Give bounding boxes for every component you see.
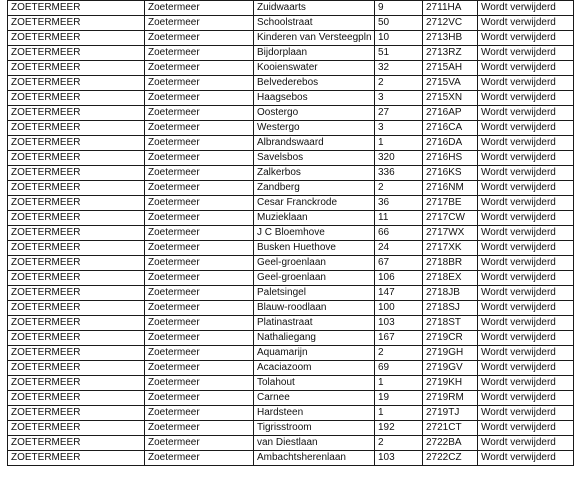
street-cell: Zandberg xyxy=(254,181,375,196)
table-row xyxy=(8,376,574,391)
municipality-cell: Zoetermeer xyxy=(145,106,254,121)
municipality-upper-cell: ZOETERMEER xyxy=(8,286,145,301)
table-row xyxy=(8,241,574,256)
status-cell: Wordt verwijderd xyxy=(478,316,574,331)
street-cell: Hardsteen xyxy=(254,406,375,421)
postcode-cell: 2713HB xyxy=(423,31,478,46)
house-number-cell: 320 xyxy=(375,151,423,166)
postcode-cell: 2719CR xyxy=(423,331,478,346)
municipality-cell: Zoetermeer xyxy=(145,241,254,256)
street-cell: Savelsbos xyxy=(254,151,375,166)
postcode-cell: 2716CA xyxy=(423,121,478,136)
table-row xyxy=(8,421,574,436)
status-cell: Wordt verwijderd xyxy=(478,121,574,136)
postcode-cell: 2719TJ xyxy=(423,406,478,421)
street-cell: Kooienswater xyxy=(254,61,375,76)
postcode-cell: 2719RM xyxy=(423,391,478,406)
house-number-cell: 192 xyxy=(375,421,423,436)
house-number-cell: 106 xyxy=(375,271,423,286)
house-number-cell: 69 xyxy=(375,361,423,376)
address-table-body xyxy=(8,1,574,466)
municipality-upper-cell: ZOETERMEER xyxy=(8,91,145,106)
municipality-cell: Zoetermeer xyxy=(145,286,254,301)
table-row xyxy=(8,301,574,316)
municipality-cell: Zoetermeer xyxy=(145,61,254,76)
municipality-cell: Zoetermeer xyxy=(145,346,254,361)
municipality-upper-cell: ZOETERMEER xyxy=(8,361,145,376)
municipality-cell: Zoetermeer xyxy=(145,391,254,406)
status-cell: Wordt verwijderd xyxy=(478,151,574,166)
table-row xyxy=(8,286,574,301)
municipality-upper-cell: ZOETERMEER xyxy=(8,421,145,436)
municipality-upper-cell: ZOETERMEER xyxy=(8,376,145,391)
house-number-cell: 103 xyxy=(375,316,423,331)
street-cell: Haagsebos xyxy=(254,91,375,106)
postcode-cell: 2716NM xyxy=(423,181,478,196)
postcode-cell: 2712VC xyxy=(423,16,478,31)
table-row xyxy=(8,136,574,151)
municipality-cell: Zoetermeer xyxy=(145,31,254,46)
municipality-upper-cell: ZOETERMEER xyxy=(8,61,145,76)
table-row xyxy=(8,46,574,61)
street-cell: Belvederebos xyxy=(254,76,375,91)
house-number-cell: 11 xyxy=(375,211,423,226)
house-number-cell: 3 xyxy=(375,121,423,136)
postcode-cell: 2717BE xyxy=(423,196,478,211)
table-row xyxy=(8,436,574,451)
municipality-upper-cell: ZOETERMEER xyxy=(8,166,145,181)
house-number-cell: 27 xyxy=(375,106,423,121)
municipality-upper-cell: ZOETERMEER xyxy=(8,16,145,31)
house-number-cell: 147 xyxy=(375,286,423,301)
street-cell: Zalkerbos xyxy=(254,166,375,181)
street-cell: Kinderen van Versteegpln xyxy=(254,31,375,46)
house-number-cell: 66 xyxy=(375,226,423,241)
postcode-cell: 2718ST xyxy=(423,316,478,331)
table-row xyxy=(8,256,574,271)
table-row xyxy=(8,196,574,211)
status-cell: Wordt verwijderd xyxy=(478,391,574,406)
postcode-cell: 2711HA xyxy=(423,1,478,16)
postcode-cell: 2715XN xyxy=(423,91,478,106)
street-cell: Oostergo xyxy=(254,106,375,121)
street-cell: Aquamarijn xyxy=(254,346,375,361)
municipality-upper-cell: ZOETERMEER xyxy=(8,271,145,286)
postcode-cell: 2719GV xyxy=(423,361,478,376)
house-number-cell: 67 xyxy=(375,256,423,271)
postcode-cell: 2716HS xyxy=(423,151,478,166)
municipality-cell: Zoetermeer xyxy=(145,421,254,436)
municipality-cell: Zoetermeer xyxy=(145,406,254,421)
street-cell: Blauw-roodlaan xyxy=(254,301,375,316)
house-number-cell: 103 xyxy=(375,451,423,466)
municipality-cell: Zoetermeer xyxy=(145,196,254,211)
municipality-upper-cell: ZOETERMEER xyxy=(8,316,145,331)
house-number-cell: 51 xyxy=(375,46,423,61)
street-cell: Carnee xyxy=(254,391,375,406)
house-number-cell: 36 xyxy=(375,196,423,211)
table-row xyxy=(8,61,574,76)
house-number-cell: 2 xyxy=(375,181,423,196)
status-cell: Wordt verwijderd xyxy=(478,166,574,181)
municipality-upper-cell: ZOETERMEER xyxy=(8,196,145,211)
table-row xyxy=(8,121,574,136)
municipality-cell: Zoetermeer xyxy=(145,76,254,91)
municipality-upper-cell: ZOETERMEER xyxy=(8,136,145,151)
street-cell: Schoolstraat xyxy=(254,16,375,31)
house-number-cell: 100 xyxy=(375,301,423,316)
status-cell: Wordt verwijderd xyxy=(478,346,574,361)
house-number-cell: 167 xyxy=(375,331,423,346)
status-cell: Wordt verwijderd xyxy=(478,271,574,286)
municipality-cell: Zoetermeer xyxy=(145,1,254,16)
table-row xyxy=(8,331,574,346)
municipality-cell: Zoetermeer xyxy=(145,361,254,376)
status-cell: Wordt verwijderd xyxy=(478,331,574,346)
municipality-upper-cell: ZOETERMEER xyxy=(8,76,145,91)
table-row xyxy=(8,106,574,121)
status-cell: Wordt verwijderd xyxy=(478,436,574,451)
postcode-cell: 2713RZ xyxy=(423,46,478,61)
status-cell: Wordt verwijderd xyxy=(478,16,574,31)
table-row xyxy=(8,406,574,421)
status-cell: Wordt verwijderd xyxy=(478,31,574,46)
table-row xyxy=(8,226,574,241)
address-table xyxy=(7,0,574,466)
municipality-cell: Zoetermeer xyxy=(145,256,254,271)
table-row xyxy=(8,346,574,361)
postcode-cell: 2715VA xyxy=(423,76,478,91)
status-cell: Wordt verwijderd xyxy=(478,76,574,91)
municipality-upper-cell: ZOETERMEER xyxy=(8,391,145,406)
municipality-upper-cell: ZOETERMEER xyxy=(8,31,145,46)
postcode-cell: 2718EX xyxy=(423,271,478,286)
table-row xyxy=(8,211,574,226)
house-number-cell: 19 xyxy=(375,391,423,406)
municipality-cell: Zoetermeer xyxy=(145,121,254,136)
municipality-upper-cell: ZOETERMEER xyxy=(8,1,145,16)
street-cell: Tigrisstroom xyxy=(254,421,375,436)
table-row xyxy=(8,1,574,16)
street-cell: Geel-groenlaan xyxy=(254,271,375,286)
street-cell: van Diestlaan xyxy=(254,436,375,451)
street-cell: Muzieklaan xyxy=(254,211,375,226)
table-row xyxy=(8,181,574,196)
status-cell: Wordt verwijderd xyxy=(478,241,574,256)
house-number-cell: 32 xyxy=(375,61,423,76)
house-number-cell: 1 xyxy=(375,136,423,151)
municipality-cell: Zoetermeer xyxy=(145,376,254,391)
municipality-cell: Zoetermeer xyxy=(145,166,254,181)
house-number-cell: 2 xyxy=(375,436,423,451)
status-cell: Wordt verwijderd xyxy=(478,196,574,211)
street-cell: Ambachtsherenlaan xyxy=(254,451,375,466)
house-number-cell: 3 xyxy=(375,91,423,106)
table-row xyxy=(8,391,574,406)
postcode-cell: 2717CW xyxy=(423,211,478,226)
status-cell: Wordt verwijderd xyxy=(478,406,574,421)
street-cell: J C Bloemhove xyxy=(254,226,375,241)
municipality-upper-cell: ZOETERMEER xyxy=(8,241,145,256)
status-cell: Wordt verwijderd xyxy=(478,136,574,151)
municipality-upper-cell: ZOETERMEER xyxy=(8,331,145,346)
street-cell: Nathaliegang xyxy=(254,331,375,346)
street-cell: Bijdorplaan xyxy=(254,46,375,61)
status-cell: Wordt verwijderd xyxy=(478,46,574,61)
municipality-cell: Zoetermeer xyxy=(145,211,254,226)
municipality-upper-cell: ZOETERMEER xyxy=(8,121,145,136)
street-cell: Cesar Franckrode xyxy=(254,196,375,211)
municipality-upper-cell: ZOETERMEER xyxy=(8,436,145,451)
house-number-cell: 10 xyxy=(375,31,423,46)
status-cell: Wordt verwijderd xyxy=(478,451,574,466)
municipality-cell: Zoetermeer xyxy=(145,151,254,166)
municipality-upper-cell: ZOETERMEER xyxy=(8,226,145,241)
house-number-cell: 50 xyxy=(375,16,423,31)
table-row xyxy=(8,166,574,181)
municipality-cell: Zoetermeer xyxy=(145,451,254,466)
postcode-cell: 2722BA xyxy=(423,436,478,451)
postcode-cell: 2716KS xyxy=(423,166,478,181)
status-cell: Wordt verwijderd xyxy=(478,376,574,391)
status-cell: Wordt verwijderd xyxy=(478,91,574,106)
postcode-cell: 2717WX xyxy=(423,226,478,241)
street-cell: Albrandswaard xyxy=(254,136,375,151)
table-row xyxy=(8,91,574,106)
status-cell: Wordt verwijderd xyxy=(478,61,574,76)
street-cell: Westergo xyxy=(254,121,375,136)
municipality-cell: Zoetermeer xyxy=(145,331,254,346)
status-cell: Wordt verwijderd xyxy=(478,106,574,121)
postcode-cell: 2718JB xyxy=(423,286,478,301)
address-table-container xyxy=(7,0,574,466)
status-cell: Wordt verwijderd xyxy=(478,1,574,16)
house-number-cell: 24 xyxy=(375,241,423,256)
municipality-upper-cell: ZOETERMEER xyxy=(8,301,145,316)
municipality-cell: Zoetermeer xyxy=(145,16,254,31)
status-cell: Wordt verwijderd xyxy=(478,361,574,376)
postcode-cell: 2722CZ xyxy=(423,451,478,466)
table-row xyxy=(8,316,574,331)
postcode-cell: 2717XK xyxy=(423,241,478,256)
status-cell: Wordt verwijderd xyxy=(478,226,574,241)
municipality-cell: Zoetermeer xyxy=(145,316,254,331)
street-cell: Paletsingel xyxy=(254,286,375,301)
municipality-upper-cell: ZOETERMEER xyxy=(8,256,145,271)
municipality-cell: Zoetermeer xyxy=(145,46,254,61)
house-number-cell: 9 xyxy=(375,1,423,16)
municipality-upper-cell: ZOETERMEER xyxy=(8,181,145,196)
street-cell: Busken Huethove xyxy=(254,241,375,256)
street-cell: Geel-groenlaan xyxy=(254,256,375,271)
house-number-cell: 1 xyxy=(375,376,423,391)
house-number-cell: 2 xyxy=(375,346,423,361)
postcode-cell: 2716DA xyxy=(423,136,478,151)
table-row xyxy=(8,361,574,376)
municipality-upper-cell: ZOETERMEER xyxy=(8,151,145,166)
status-cell: Wordt verwijderd xyxy=(478,301,574,316)
municipality-cell: Zoetermeer xyxy=(145,136,254,151)
status-cell: Wordt verwijderd xyxy=(478,181,574,196)
street-cell: Zuidwaarts xyxy=(254,1,375,16)
municipality-cell: Zoetermeer xyxy=(145,181,254,196)
postcode-cell: 2721CT xyxy=(423,421,478,436)
municipality-cell: Zoetermeer xyxy=(145,271,254,286)
municipality-upper-cell: ZOETERMEER xyxy=(8,451,145,466)
postcode-cell: 2718BR xyxy=(423,256,478,271)
municipality-cell: Zoetermeer xyxy=(145,226,254,241)
house-number-cell: 336 xyxy=(375,166,423,181)
table-row xyxy=(8,271,574,286)
municipality-cell: Zoetermeer xyxy=(145,436,254,451)
table-row xyxy=(8,31,574,46)
municipality-cell: Zoetermeer xyxy=(145,301,254,316)
house-number-cell: 2 xyxy=(375,76,423,91)
municipality-upper-cell: ZOETERMEER xyxy=(8,406,145,421)
municipality-upper-cell: ZOETERMEER xyxy=(8,106,145,121)
municipality-upper-cell: ZOETERMEER xyxy=(8,46,145,61)
postcode-cell: 2719KH xyxy=(423,376,478,391)
table-row xyxy=(8,151,574,166)
table-row xyxy=(8,16,574,31)
street-cell: Tolahout xyxy=(254,376,375,391)
municipality-cell: Zoetermeer xyxy=(145,91,254,106)
postcode-cell: 2719GH xyxy=(423,346,478,361)
postcode-cell: 2715AH xyxy=(423,61,478,76)
municipality-upper-cell: ZOETERMEER xyxy=(8,211,145,226)
municipality-upper-cell: ZOETERMEER xyxy=(8,346,145,361)
postcode-cell: 2718SJ xyxy=(423,301,478,316)
status-cell: Wordt verwijderd xyxy=(478,256,574,271)
street-cell: Acaciazoom xyxy=(254,361,375,376)
status-cell: Wordt verwijderd xyxy=(478,211,574,226)
table-row xyxy=(8,451,574,466)
status-cell: Wordt verwijderd xyxy=(478,286,574,301)
status-cell: Wordt verwijderd xyxy=(478,421,574,436)
table-row xyxy=(8,76,574,91)
house-number-cell: 1 xyxy=(375,406,423,421)
postcode-cell: 2716AP xyxy=(423,106,478,121)
street-cell: Platinastraat xyxy=(254,316,375,331)
